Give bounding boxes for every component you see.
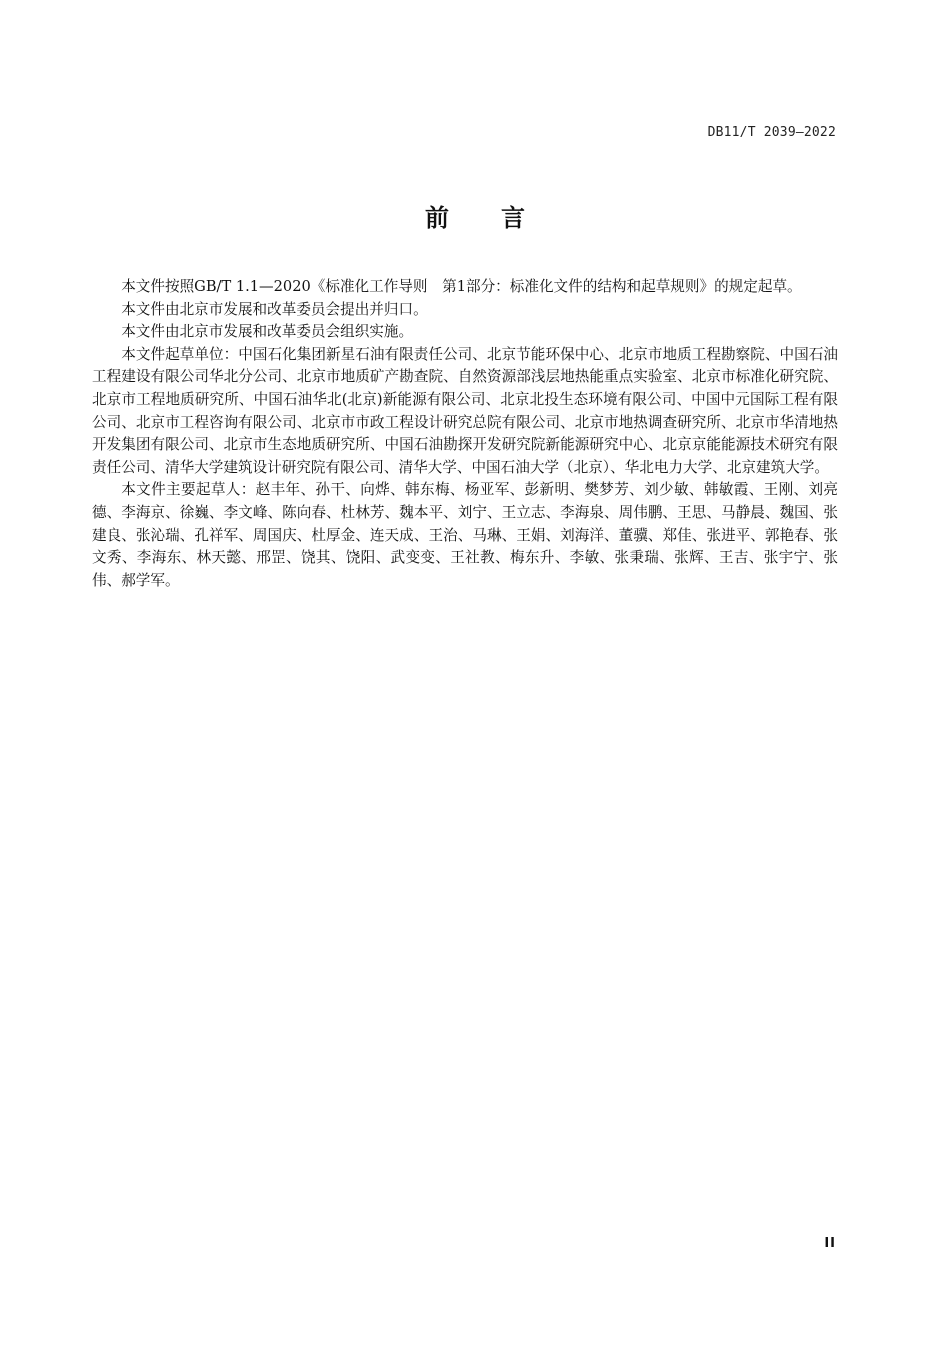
foreword-body [92, 276, 838, 592]
paragraph-proposer: 本文件由北京市发展和改革委员会提出并归口。 [121, 300, 428, 318]
paragraph-drafters: 本文件主要起草人：赵丰年、孙干、向烨、韩东梅、杨亚军、彭新明、樊梦芳、刘少敏、韩敏霞、王刚、刘亮德、李海京、徐巍、李文峰、陈向春、杜林芳、魏本平、刘宁、王立志、李海泉、周伟鹏、王思、马静晨、魏国、张建良、张沁瑞、孔祥军、周国庆、杜厚金、连天成、王治、马琳、王娟、刘海洋、董骥、郑佳、张进平、郭艳春、张文秀、李海东、林天懿、邢罡、饶其、饶阳、武变变、王社教、梅东升、李敏、张秉瑞、张辉、王吉、张宇宁、张伟、郝学军。 [92, 481, 838, 589]
paragraph-drafting-units: 本文件起草单位：中国石化集团新星石油有限责任公司、北京节能环保中心、北京市地质工程勘察院、中国石油工程建设有限公司华北分公司、北京市地质矿产勘查院、自然资源部浅层地热能重点实验室、北京市标准化研究院、北京市工程地质研究所、中国石油华北(北京)新能源有限公司、北京北投生态环境有限公司、中国中元国际工程有限公司、北京市工程咨询有限公司、北京市市政工程设计研究总院有限公司、北京市地热调查研究所、北京市华清地热开发集团有限公司、北京市生态地质研究所、中国石油勘探开发研究院新能源研究中心、北京京能能源技术研究有限责任公司、清华大学建筑设计研究院有限公司、清华大学、中国石油大学（北京）、华北电力大学、北京建筑大学。 [92, 345, 838, 476]
paragraph-implementer: 本文件由北京市发展和改革委员会组织实施。 [121, 323, 414, 341]
document-code: DB11/T 2039—2022 [707, 125, 836, 140]
paragraph-drafting-rules: 本文件按照GB/T 1.1—2020《标准化工作导则 第1部分：标准化文件的结构和起草规则》的规定起草。 [121, 278, 802, 295]
page-title: 前言 [425, 204, 577, 232]
page-number: II [824, 1236, 836, 1251]
